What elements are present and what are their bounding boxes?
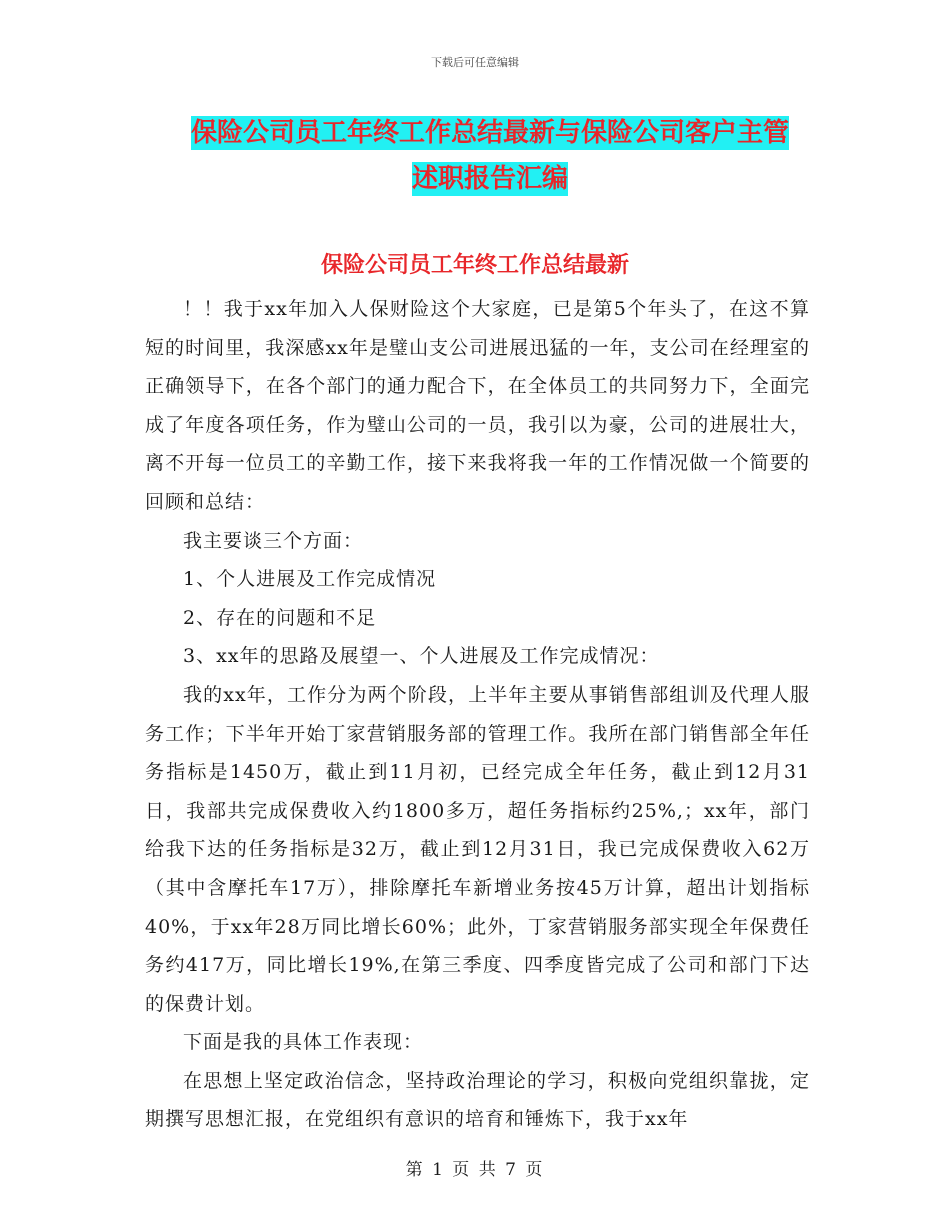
body-text	[145, 290, 810, 1139]
paragraph-topics: 我主要谈三个方面：	[183, 529, 364, 552]
paragraph-item-2: 2、存在的问题和不足	[183, 606, 377, 629]
document-title	[140, 110, 840, 202]
paragraph-work-summary: 我的xx年，工作分为两个阶段，上半年主要从事销售部组训及代理人服务工作；下半年开始丁家营销服务部的管理工作。我所在部门销售部全年任务指标是1450万，截止到11月初，已经完成全年任务，截止到12月31日，我部共完成保费收入约1800多万，超任务指标约25%,；xx年，部门给我下达的任务指标是32万，截止到12月31日，我已完成保费收入62万（其中含摩托车17万），排除摩托车新增业务按45万计算，超出计划指标40%，于xx年28万同比增长60%；此外，丁家营销服务部实现全年保费任务约417万，同比增长19%,在第三季度、四季度皆完成了公司和部门下达的保费计划。	[145, 683, 810, 1015]
page-footer: 第 1 页 共 7 页	[405, 1160, 545, 1180]
document-title-line1: 保险公司员工年终工作总结最新与保险公司客户主管	[190, 118, 789, 148]
paragraph-work-intro: 下面是我的具体工作表现：	[183, 1031, 424, 1054]
document-title-line2: 述职报告汇编	[411, 164, 568, 194]
paragraph-politics: 在思想上坚定政治信念，坚持政治理论的学习，积极向党组织靠拢，定期撰写思想汇报，在党组织有意识的培育和锤炼下，我于xx年	[145, 1069, 810, 1131]
paragraph-item-1: 1、个人进展及工作完成情况	[183, 568, 437, 591]
section-title: 保险公司员工年终工作总结最新	[320, 253, 629, 278]
paragraph-item-3: 3、xx年的思路及展望一、个人进展及工作完成情况：	[183, 645, 660, 668]
paragraph-intro: ！！我于xx年加入人保财险这个大家庭，已是第5个年头了，在这不算短的时间里，我深感xx年是璧山支公司进展迅猛的一年，支公司在经理室的正确领导下，在各个部门的通力配合下，在全体员工的共同努力下，全面完成了年度各项任务，作为璧山公司的一员，我引以为豪，公司的进展壮大，离不开每一位员工的辛勤工作，接下来我将我一年的工作情况做一个简要的回顾和总结：	[145, 298, 810, 513]
header-note: 下载后可任意编辑	[431, 56, 519, 69]
